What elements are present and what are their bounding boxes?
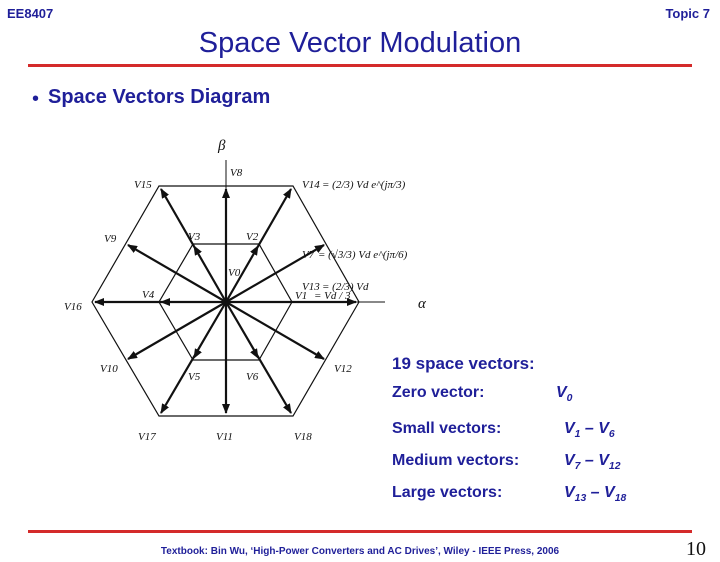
label-v1: V1 — [295, 290, 308, 302]
vector-v14 — [226, 189, 291, 302]
label-v10: V10 — [100, 363, 118, 375]
label-v4: V4 — [142, 289, 155, 301]
alpha-label: α — [418, 296, 426, 312]
page-number: 10 — [686, 538, 706, 560]
equation-v14: = (2/3) Vd e^(jπ/3) — [322, 179, 406, 191]
label-v14: V14 — [302, 179, 320, 191]
label-v13: V13 — [302, 281, 320, 293]
beta-label: β — [218, 138, 226, 154]
legend-label-large: Large vectors: — [392, 484, 503, 501]
slide-title: Space Vector Modulation — [198, 27, 522, 59]
equation-v7: = (√3/3) Vd e^(jπ/6) — [318, 249, 408, 261]
topic-label: Topic 7 — [665, 6, 710, 21]
label-v0: V0 — [228, 267, 241, 279]
label-v16: V16 — [64, 301, 82, 313]
legend-range-large: $V_{13} - V_{18}$ — [564, 484, 627, 505]
legend-range-zero: $V_0$ — [556, 384, 573, 405]
label-v9: V9 — [104, 233, 117, 245]
course-code: EE8407 — [7, 6, 54, 21]
label-v3: V3 — [188, 231, 201, 243]
vector-v15 — [161, 189, 226, 302]
vector-v12 — [226, 302, 324, 359]
legend-heading: 19 space vectors: — [392, 354, 535, 373]
legend-label-zero: Zero vector: — [392, 384, 485, 401]
legend-range-medium: $V_7 - V_{12}$ — [564, 452, 621, 473]
vector-v18 — [226, 302, 291, 413]
vector-v17 — [161, 302, 226, 413]
vector-v10 — [128, 302, 226, 359]
label-v18: V18 — [294, 431, 312, 443]
label-v11: V11 — [216, 431, 233, 443]
equation-v1: = Vd / 3 — [314, 290, 351, 302]
bullet-icon: • — [32, 88, 40, 110]
legend-range-small: $V_1 - V_6$ — [564, 420, 615, 441]
equation-v13: = (2/3) Vd — [322, 281, 369, 293]
legend-label-small: Small vectors: — [392, 420, 502, 437]
bottom-divider — [28, 530, 692, 533]
label-v12: V12 — [334, 363, 352, 375]
label-v5: V5 — [188, 371, 201, 383]
label-v7: V7 — [302, 249, 315, 261]
bullet-text: Space Vectors Diagram — [48, 86, 271, 108]
label-v2: V2 — [246, 231, 259, 243]
label-v8: V8 — [230, 167, 243, 179]
label-v15: V15 — [134, 179, 152, 191]
label-v17: V17 — [138, 431, 156, 443]
footer-citation: Textbook: Bin Wu, ‘High-Power Converters and AC Drives’, Wiley - IEEE Press, 2006 — [160, 546, 560, 557]
legend-label-medium: Medium vectors: — [392, 452, 520, 469]
label-v6: V6 — [246, 371, 259, 383]
